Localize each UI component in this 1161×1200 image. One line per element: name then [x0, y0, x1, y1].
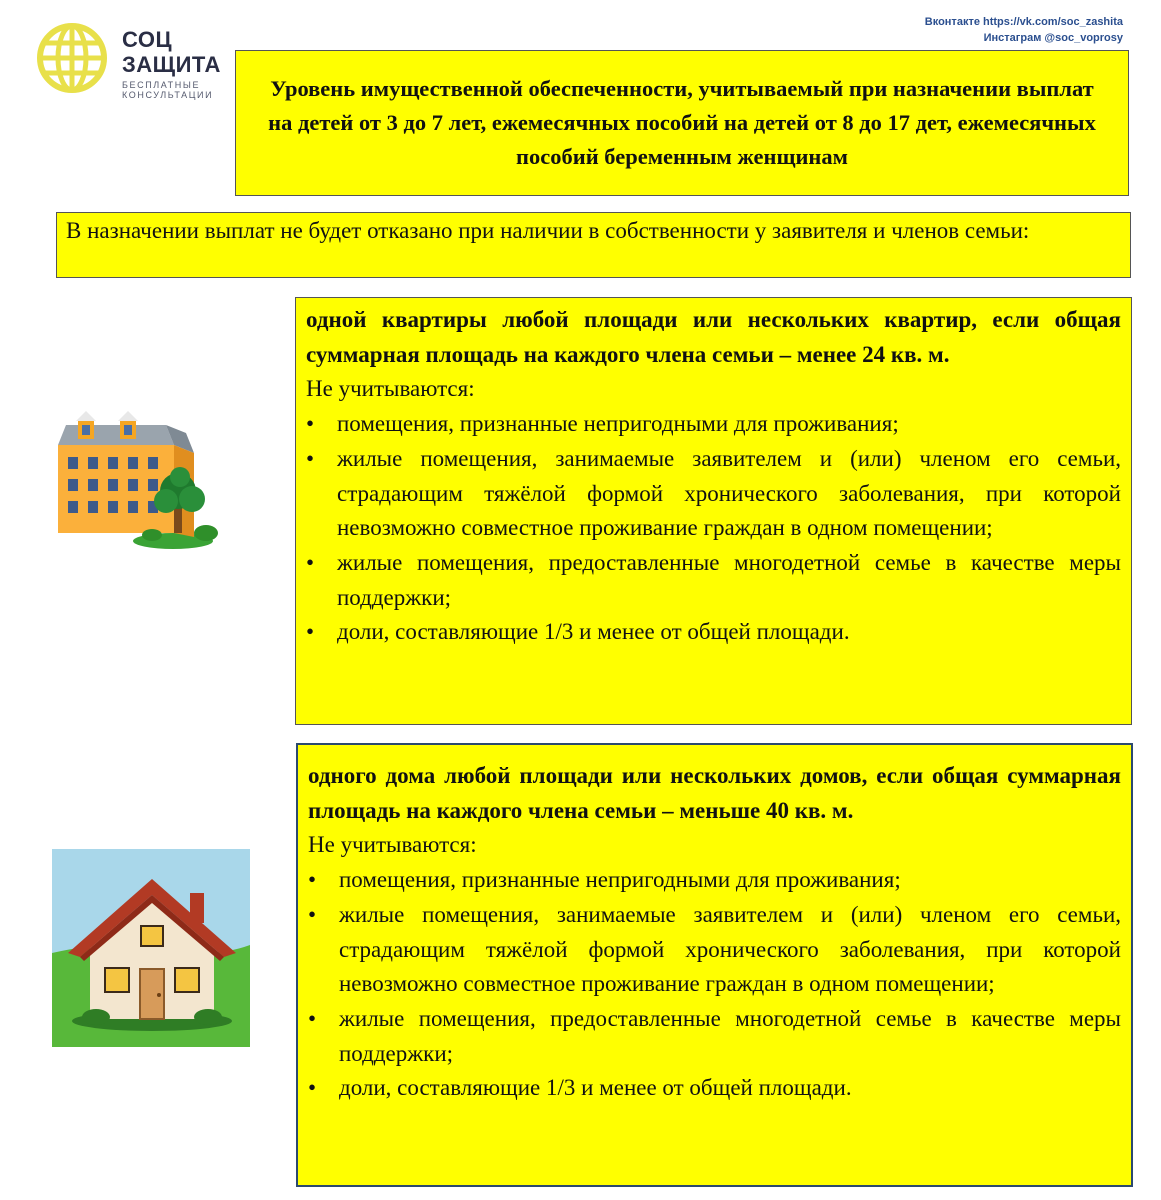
logo-tagline-1: БЕСПЛАТНЫЕ — [122, 80, 201, 90]
list-item: • доли, составляющие 1/3 и менее от общей площади. — [308, 1071, 1121, 1106]
instagram-link[interactable]: Инстаграм @soc_voprosy — [983, 32, 1123, 44]
apartment-subheading: Не учитываются: — [306, 376, 475, 402]
page-title: Уровень имущественной обеспеченности, учитываемый при назначении выплат на детей от 3 до 7 лет, ежемесячных пособий на детей от 8 до 17 дет, ежемесячных пособий беременным женщинам — [235, 50, 1129, 196]
logo — [36, 22, 236, 102]
house-subheading: Не учитываются: — [308, 832, 477, 858]
logo-word-1: СОЦ — [122, 27, 173, 52]
list-item: • доли, составляющие 1/3 и менее от общей площади. — [306, 615, 1121, 650]
intro-text: В назначении выплат не будет отказано при наличии в собственности у заявителя и членов семьи: — [56, 212, 1131, 278]
list-item: • помещения, признанные непригодными для проживания; — [306, 407, 1121, 442]
logo-word-2: ЗАЩИТА — [122, 52, 221, 77]
house-headline: одного дома любой площади или нескольких домов, если общая суммарная площадь на каждого члена семьи – меньше 40 кв. м. — [308, 763, 1121, 823]
globe-icon — [36, 22, 108, 94]
vk-link[interactable]: Вконтакте https://vk.com/soc_zashita — [924, 16, 1123, 28]
list-item: • жилые помещения, занимаемые заявителем и (или) членом его семьи, страдающим тяжёлой формой хронического заболевания, при которой невозможно совместное проживание граждан в одном помещении; — [308, 898, 1121, 1002]
house-exclusions-list — [308, 863, 1121, 1106]
social-links — [925, 14, 1123, 46]
apartment-conditions-card — [295, 297, 1132, 725]
list-item: • помещения, признанные непригодными для проживания; — [308, 863, 1121, 898]
apartment-headline: одной квартиры любой площади или нескольких квартир, если общая суммарная площадь на каждого члена семьи – менее 24 кв. м. — [306, 307, 1121, 367]
house-icon — [52, 849, 250, 1047]
apartment-building-icon — [48, 405, 218, 555]
list-item: • жилые помещения, предоставленные многодетной семье в качестве меры поддержки; — [306, 546, 1121, 615]
house-conditions-card — [296, 743, 1133, 1187]
logo-tagline-2: КОНСУЛЬТАЦИИ — [122, 90, 214, 100]
list-item: • жилые помещения, занимаемые заявителем и (или) членом его семьи, страдающим тяжёлой формой хронического заболевания, при которой невозможно совместное проживание граждан в одном помещении; — [306, 442, 1121, 546]
list-item: • жилые помещения, предоставленные многодетной семье в качестве меры поддержки; — [308, 1002, 1121, 1071]
apartment-exclusions-list — [306, 407, 1121, 650]
